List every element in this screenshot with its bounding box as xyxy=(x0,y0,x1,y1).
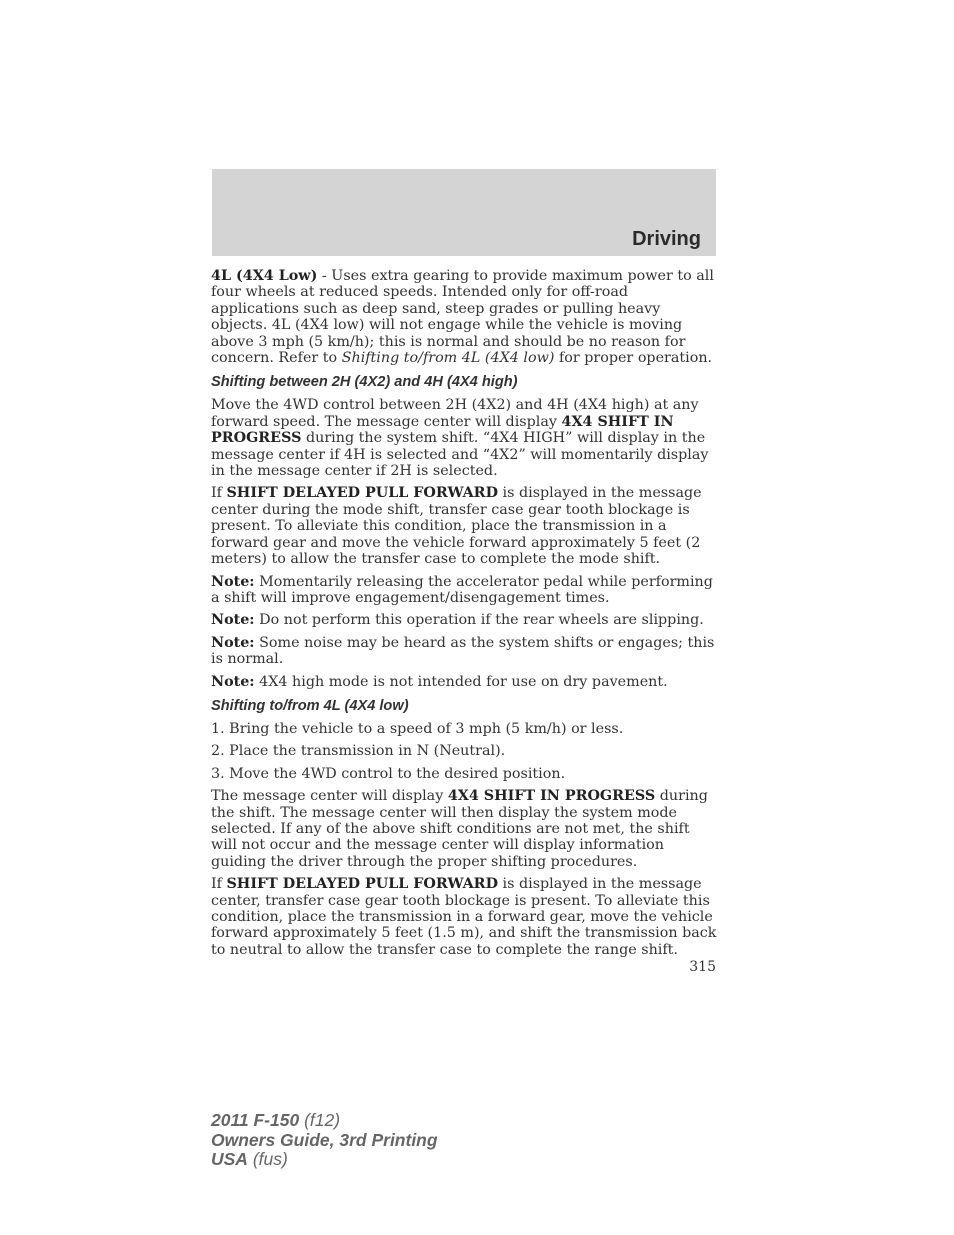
paragraph-shift-delayed-1 xyxy=(211,485,717,567)
note-2 xyxy=(211,612,717,628)
step-1: 1. Bring the vehicle to a speed of 3 mph (5 km/h) or less. xyxy=(211,720,624,737)
step-3: 3. Move the 4WD control to the desired position. xyxy=(211,765,566,782)
page-number: 315 xyxy=(689,959,716,975)
note-4 xyxy=(211,674,717,690)
message-text: SHIFT DELAYED PULL FORWARD xyxy=(226,485,498,502)
cross-reference: Shifting to/from 4L (4X4 low) xyxy=(341,350,555,367)
text: for proper operation. xyxy=(554,350,713,367)
footer-market-code: (fus) xyxy=(247,1149,288,1169)
paragraph-shift-delayed-2 xyxy=(211,876,717,958)
footer-line-model xyxy=(211,1111,438,1131)
text: The message center will display xyxy=(211,788,448,805)
note-3 xyxy=(211,635,717,668)
text: during the shift. The message center will then display the system mode selected. If any of the above shift conditions are not met, the shift will not occur and the message center will display information guiding the driver through the proper shifting procedures. xyxy=(211,788,708,870)
heading-shifting-4l: Shifting to/from 4L (4X4 low) xyxy=(211,697,409,714)
text: Some noise may be heard as the system shifts or engages; this is normal. xyxy=(211,634,715,668)
text: during the system shift. “4X4 HIGH” will display in the message center if 4H is selected and “4X2” will momentarily display in the message center if 2H is selected. xyxy=(211,430,709,480)
footer-market: USA xyxy=(211,1149,248,1169)
note-1 xyxy=(211,574,717,607)
footer-model: 2011 F-150 xyxy=(211,1110,300,1130)
text: - Uses extra gearing to provide maximum power to all four wheels at reduced speeds. Intended only for off-road applications such as deep sand, steep grades or pulling heavy objects. 4L (4X4 low) will not engage while the vehicle is moving above 3 mph (5 km/h); this is normal and should be no reason for concern. Refer to xyxy=(211,268,714,367)
footer-line-guide: Owners Guide, 3rd Printing xyxy=(211,1129,438,1150)
section-header-band xyxy=(212,169,716,256)
page-content xyxy=(211,268,717,964)
text: Move the 4WD control between 2H (4X2) and 4H (4X4 high) at any forward speed. The message center will display xyxy=(211,397,699,430)
term-4l-low: 4L (4X4 Low) xyxy=(211,268,318,284)
text: is displayed in the message center, transfer case gear tooth blockage is present. To alleviate this condition, place the transmission in a forward gear, move the vehicle forward approximately 5 feet (1.5 m), and shift the transmission back to neutral to allow the transfer case to complete the range shift. xyxy=(211,876,717,958)
text: Momentarily releasing the accelerator pedal while performing a shift will improve engagement/disengagement times. xyxy=(211,573,713,606)
text: If xyxy=(211,485,227,502)
footer-line-market xyxy=(211,1150,438,1170)
message-text: 4X4 SHIFT IN PROGRESS xyxy=(211,413,674,447)
note-label: Note: xyxy=(211,573,255,590)
section-title: Driving xyxy=(632,228,701,250)
footer-code: (f12) xyxy=(299,1110,341,1130)
message-text: 4X4 SHIFT IN PROGRESS xyxy=(447,788,656,805)
note-label: Note: xyxy=(211,673,255,690)
paragraph-move-control xyxy=(211,397,717,479)
note-label: Note: xyxy=(211,612,255,629)
text: 4X4 high mode is not intended for use on dry pavement. xyxy=(254,673,668,690)
paragraph-message-center xyxy=(211,788,717,870)
message-text: SHIFT DELAYED PULL FORWARD xyxy=(226,876,498,893)
text: is displayed in the message center during the mode shift, transfer case gear tooth blockage is present. To alleviate this condition, place the transmission in a forward gear and move the vehicle forward approximately 5 feet (2 meters) to allow the transfer case to complete the mode shift. xyxy=(211,485,702,568)
step-2: 2. Place the transmission in N (Neutral). xyxy=(211,743,506,760)
footer xyxy=(211,1111,438,1170)
note-label: Note: xyxy=(211,634,255,651)
text: Do not perform this operation if the rear wheels are slipping. xyxy=(254,612,704,629)
heading-shifting-2h-4h: Shifting between 2H (4X2) and 4H (4X4 high) xyxy=(211,374,518,391)
paragraph-4l-low xyxy=(211,268,717,366)
text: If xyxy=(211,876,227,893)
